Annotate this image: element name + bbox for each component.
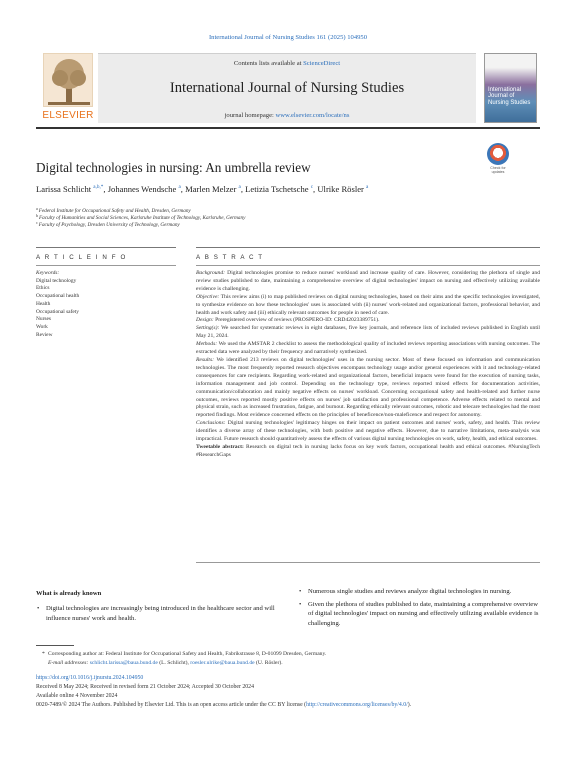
journal-citation[interactable]: International Journal of Nursing Studies 161 (2025) 104950 xyxy=(208,34,368,41)
affiliation-mark: c xyxy=(36,220,38,225)
tweetable-text: Research on digital tech in nursing lacks focus on key work factors, occupational health and ethical outcomes. #NursingTech #ResearchGaps xyxy=(196,443,541,458)
abstract-subrule xyxy=(196,265,540,266)
article-info-heading: A R T I C L E I N F O xyxy=(36,254,127,261)
abstract-paragraph xyxy=(196,325,540,341)
abstract-paragraph xyxy=(196,420,540,444)
keyword-item: Digital technology xyxy=(36,277,77,284)
keyword-item: Health xyxy=(36,300,51,307)
cover-title: International Journal of Nursing Studies xyxy=(488,87,531,106)
check-for-updates-button[interactable] xyxy=(486,143,510,175)
elsevier-logo xyxy=(40,53,96,123)
received-dates: Received 8 May 2024; Received in revised form 21 October 2024; Accepted 30 October 2024 xyxy=(36,684,254,690)
email-label: E-mail addresses: xyxy=(48,660,89,666)
keyword-item: Review xyxy=(36,331,53,338)
author-affiliation-mark[interactable]: a xyxy=(178,184,181,190)
abstract-label: Setting(s): xyxy=(196,325,220,332)
abstract-text: Preregistered overview of reviews (PROSPERO-ID: CRD42023389751). xyxy=(213,317,380,324)
email-link-roesler[interactable]: roesler.ulrike@baua.bund.de xyxy=(190,660,255,666)
author-affiliation-mark[interactable]: a xyxy=(238,184,241,190)
abstract-text: Digital technologies promise to reduce nurses' workload and increase quality of care. However, considering the plethora of single and review studies published to date, maintaining a comprehensive overview of digital technologies' impact on nursing and effectively utilizing available evidence is challenging. xyxy=(196,270,540,292)
affiliation-mark: a xyxy=(36,206,38,211)
article-info-subrule xyxy=(36,265,176,266)
license-text: 0020-7489/© 2024 The Authors. Published by Elsevier Ltd. This is an open access article under the CC BY license ( xyxy=(36,702,307,708)
keyword-item: Work xyxy=(36,323,48,330)
online-date: Available online 4 November 2024 xyxy=(36,693,118,699)
abstract-label: Conclusions: xyxy=(196,420,226,427)
footnote-rule xyxy=(36,645,74,646)
what-is-known-left xyxy=(36,604,280,626)
sciencedirect-link[interactable]: ScienceDirect xyxy=(303,60,341,67)
license-suffix: ). xyxy=(407,702,412,708)
abstract-label: Background: xyxy=(196,270,225,276)
publisher-wordmark: ELSEVIER xyxy=(42,110,94,121)
tweetable-label: Tweetable abstract: xyxy=(196,443,244,450)
author-affiliation-mark[interactable]: c xyxy=(310,184,314,190)
author-name[interactable]: Ulrike Rösler xyxy=(317,184,364,194)
license-line xyxy=(36,702,411,708)
article-info-rule xyxy=(36,247,176,248)
known-bullet: • Given the plethora of studies published to date, maintaining a comprehensive overview of digital technologies' impact on nursing and effectively utilizing available evidence is challenging. xyxy=(298,600,540,629)
abstract-paragraph xyxy=(196,270,540,294)
journal-masthead xyxy=(98,53,476,123)
keyword-item: Occupational health xyxy=(36,293,80,300)
keywords-block xyxy=(36,270,176,339)
homepage-link[interactable]: www.elsevier.com/locate/ns xyxy=(275,112,350,119)
header-rule xyxy=(36,127,540,129)
keyword-item: Ethics xyxy=(36,285,50,292)
contents-line xyxy=(98,60,476,67)
email-owner: (U. Rösler). xyxy=(254,660,283,666)
abstract-bottom-rule xyxy=(196,562,540,563)
doi-link[interactable] xyxy=(36,675,143,681)
journal-cover-image[interactable] xyxy=(484,53,537,123)
abstract-text: Digital nursing technologies' legitimacy hinges on their impact on patient outcomes and nurses' work, safety, and health. This review identifies a diverse array of these technologies, with both positive and negative effects. However, due to narrative limitations, meta-analysis was impractical. Future research should quantitatively assess the effects of various digital nursing technologies on work, safety, health, and ethical outcomes. xyxy=(196,420,540,443)
abstract-heading: A B S T R A C T xyxy=(196,254,264,261)
check-updates-icon xyxy=(487,143,509,165)
abstract-text: We used the AMSTAR 2 checklist to assess the methodological quality of included reviews reporting associations with nursing outcomes. The extracted data were analyzed by their frequency and narratively synthesized. xyxy=(196,341,540,356)
abstract-label: Objective: xyxy=(196,293,220,300)
check-updates-label: Check for updates xyxy=(490,166,506,174)
author-name[interactable]: Johannes Wendsche xyxy=(107,184,177,194)
email-addresses xyxy=(48,660,283,666)
affiliation xyxy=(36,220,180,228)
known-bullet: • Numerous single studies and reviews analyze digital technologies in nursing. xyxy=(298,587,540,597)
author-name[interactable]: Letizia Tschetsche xyxy=(245,184,309,194)
affiliation-text: Federal Institute for Occupational Safety and Health, Dresden, Germany xyxy=(38,208,191,214)
elsevier-tree-icon xyxy=(43,53,93,107)
homepage-prefix: journal homepage: xyxy=(224,112,276,119)
abstract-paragraph xyxy=(196,294,540,318)
abstract-text: This review aims (i) to map published reviews on digital nursing technologies, based on their aims and the specific technologies investigated, to synthesize evidence on how these technologies' uses is associated with (ii) nurses' work-related and organizational factors, professional behavior, and health and work safety and (iii) ethically relevant outcomes for people in need of care. xyxy=(196,293,540,316)
abstract-text: We searched for systematic reviews in eight databases, five key journals, and reference lists of included reviews published in English until May 21, 2024. xyxy=(196,325,540,340)
abstract-text: We identified 213 reviews on digital technologies' uses in the nursing sector. Most of these focused on information and communication technologies. The most frequently reported research objectives encompass technology usage and/or general experiences with it and technology-related consequences for care recipients. Regarding work-related and organizational factors, beneficial impacts were found for the execution of nursing tasks, information management and job control. Depending on the technology type, reviews reported mixed effects for documentation activities, communication/collaboration and mainly negative effects on nurses' workload. Concerning occupational safety and health-related and further nurse outcomes, reviews reported mostly positive effects on nurses' job satisfaction and professional competence. Adverse effects related to mental and physical strain, such as increased frustration, fatigue, and burnout. Regarding ethically relevant outcomes, robotic and telecare technologies had the most reported findings. Most evidence concerned effects on the principles of beneficence/non-maleficence and respect for autonomy. xyxy=(196,356,540,419)
abstract-label: Design: xyxy=(196,317,214,324)
author-name[interactable]: Larissa Schlicht xyxy=(36,184,92,194)
affiliation-mark: b xyxy=(36,213,38,218)
abstract-label: Results: xyxy=(196,356,215,363)
author-affiliation-mark[interactable]: a,b,* xyxy=(93,184,104,190)
corresponding-author-note: Corresponding author at: Federal Institute for Occupational Safety and Health, Fabrikstrasse 8, D-01099 Dresden, Germany. xyxy=(48,651,327,657)
author-name[interactable]: Marlen Melzer xyxy=(185,184,237,194)
affiliation-text: Faculty of Psychology, Dresden University of Technology, Germany xyxy=(38,222,180,228)
tweetable-abstract xyxy=(196,444,540,460)
author-affiliation-mark[interactable]: a xyxy=(366,184,369,190)
journal-name: International Journal of Nursing Studies xyxy=(169,80,405,96)
abstract-rule xyxy=(196,247,540,248)
keyword-item: Nurses xyxy=(36,316,51,323)
doi-link-text[interactable]: https://doi.org/10.1016/j.ijnurstu.2024.104950 xyxy=(36,675,144,681)
abstract-paragraph xyxy=(196,357,540,420)
known-bullet: • Digital technologies are increasingly being introduced in the healthcare sector and will influence nurses' work and health. xyxy=(36,604,280,623)
article-title: Digital technologies in nursing: An umbrella review xyxy=(36,160,311,175)
abstract-label: Methods: xyxy=(196,341,218,348)
keyword-item: Occupational safety xyxy=(36,308,79,315)
homepage-line xyxy=(98,112,476,119)
what-is-known-heading: What is already known xyxy=(36,590,102,597)
author-list: Larissa Schlicht $^{a,b,*}$, Johannes Wendsche $^a$, Marlen Melzer $^a$, Letizia Tschetsche $^c$, Ulrike Rösler $^a$ xyxy=(36,184,369,194)
email-link-schlicht[interactable]: schlicht.larissa@baua.bund.de xyxy=(89,660,158,666)
abstract-paragraph xyxy=(196,341,540,357)
footnote-star: * xyxy=(42,651,45,657)
license-link[interactable]: http://creativecommons.org/licenses/by/4.0/ xyxy=(306,702,408,708)
keywords-label: Keywords: xyxy=(36,270,60,276)
what-is-known-right xyxy=(298,587,540,631)
email-owner: (L. Schlicht), xyxy=(157,660,191,666)
abstract-body xyxy=(196,270,540,460)
affiliation-text: Faculty of Humanities and Social Sciences, Karlsruhe Institute of Technology, Karlsruhe, Germany xyxy=(39,215,246,221)
contents-prefix: Contents lists available at xyxy=(233,60,304,67)
